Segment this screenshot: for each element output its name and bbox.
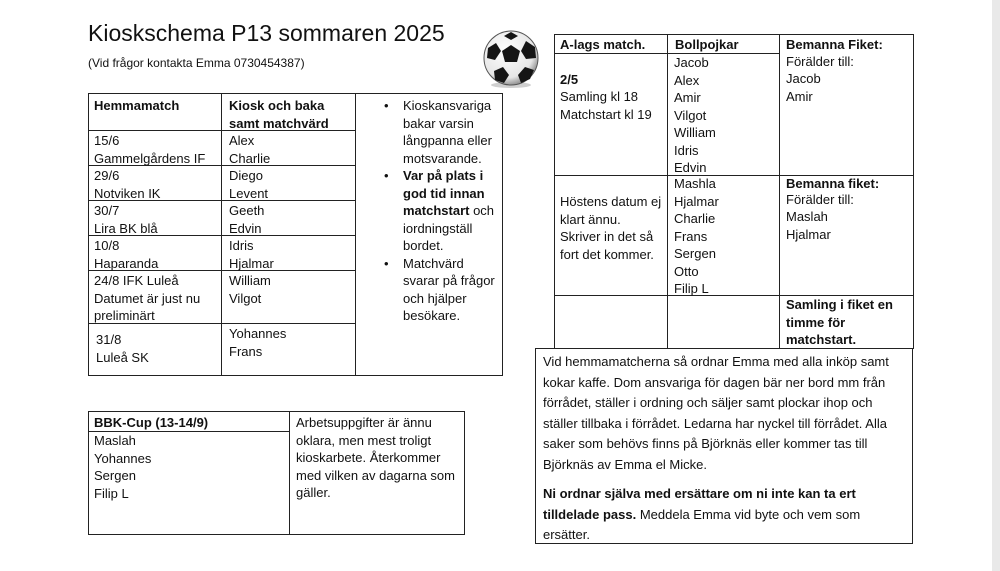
spring-match-date: 2/5 [560, 72, 579, 87]
autumn-cafe-label: Förälder till: [786, 192, 854, 207]
home-instructions [379, 97, 501, 325]
home-match-6: 31/8 Luleå SK [96, 332, 149, 365]
autumn-match-text: Höstens datum ej klart ännu. Skriver in det så fort det kommer. [560, 194, 662, 262]
instruction-bake: • Kioskansvariga bakar varsin långpanna eller motsvarande. [379, 97, 501, 167]
page-edge [992, 0, 1000, 571]
spring-cafe-names: Jacob Amir [786, 71, 821, 104]
cup-note: Arbetsuppgifter är ännu oklara, men mest troligt kioskarbete. Återkommer med vilken av dagarna som gäller. [296, 415, 455, 500]
cup-names: Maslah Yohannes Sergen Filip L [94, 433, 152, 501]
header-home-match: Hemmamatch [94, 98, 180, 113]
page-title: Kioskschema P13 sommaren 2025 [88, 20, 445, 46]
home-match-2: 29/6 Notviken IK [94, 168, 161, 201]
autumn-cafe-title: Bemanna fiket: [786, 176, 880, 191]
alag-header-cafe: Bemanna Fiket: [786, 37, 883, 52]
kiosk-people-4: Idris Hjalmar [229, 238, 274, 271]
spring-match-times: Samling kl 18 Matchstart kl 19 [560, 89, 652, 122]
cup-header: BBK-Cup (13-14/9) [94, 415, 209, 430]
home-match-1: 15/6 Gammelgårdens IF [94, 133, 206, 166]
kiosk-people-6: Yohannes Frans [229, 326, 287, 359]
home-match-3: 30/7 Lira BK blå [94, 203, 158, 236]
kiosk-people-2: Diego Levent [229, 168, 269, 201]
info-paragraph-2: Ni ordnar själva med ersättare om ni inte kan ta ert tilldelade pass. Meddela Emma vid byte och vem som ersätter. [543, 486, 861, 542]
kiosk-people-1: Alex Charlie [229, 133, 271, 166]
home-match-5: 24/8 IFK Luleå Datumet är just nu preliminärt [94, 273, 201, 323]
kiosk-people-5: William Vilgot [229, 273, 271, 306]
spring-ballboys: Jacob Alex Amir Vilgot William Idris Edvin [674, 55, 716, 175]
alag-header-match: A-lags match. [560, 37, 646, 52]
instruction-arrive: • Var på plats i god tid innan matchstart och iordningställ bordet. [379, 167, 501, 255]
header-kiosk: Kiosk och baka samt matchvärd [229, 98, 329, 131]
instruction-host: • Matchvärd svarar på frågor och hjälper besökare. [379, 255, 501, 325]
spring-cafe-label: Förälder till: [786, 54, 854, 69]
info-paragraph-1: Vid hemmamatcherna så ordnar Emma med alla inköp samt kokar kaffe. Dom ansvariga för dagen bär ner bord mm från förrådet, ställer i ordning och säljer samt plockar ihop och ställer tillbaka i förrådet. Ledarna har nyckel till förrådet. Alla saker som behövs finns på Björknäs eller kommer tas till Björknäs av Emma el Micke. [543, 354, 889, 472]
home-match-4: 10/8 Haparanda [94, 238, 159, 271]
page-subtitle: (Vid frågor kontakta Emma 0730454387) [88, 56, 305, 70]
alag-header-ballboys: Bollpojkar [675, 37, 739, 52]
cafe-gather-note: Samling i fiket en timme för matchstart. [786, 297, 893, 347]
kiosk-people-3: Geeth Edvin [229, 203, 265, 236]
football-icon [480, 29, 542, 89]
info-text [543, 352, 907, 555]
autumn-ballboys: Mashla Hjalmar Charlie Frans Sergen Otto Filip L [674, 176, 719, 296]
autumn-cafe-names: Maslah Hjalmar [786, 209, 831, 242]
